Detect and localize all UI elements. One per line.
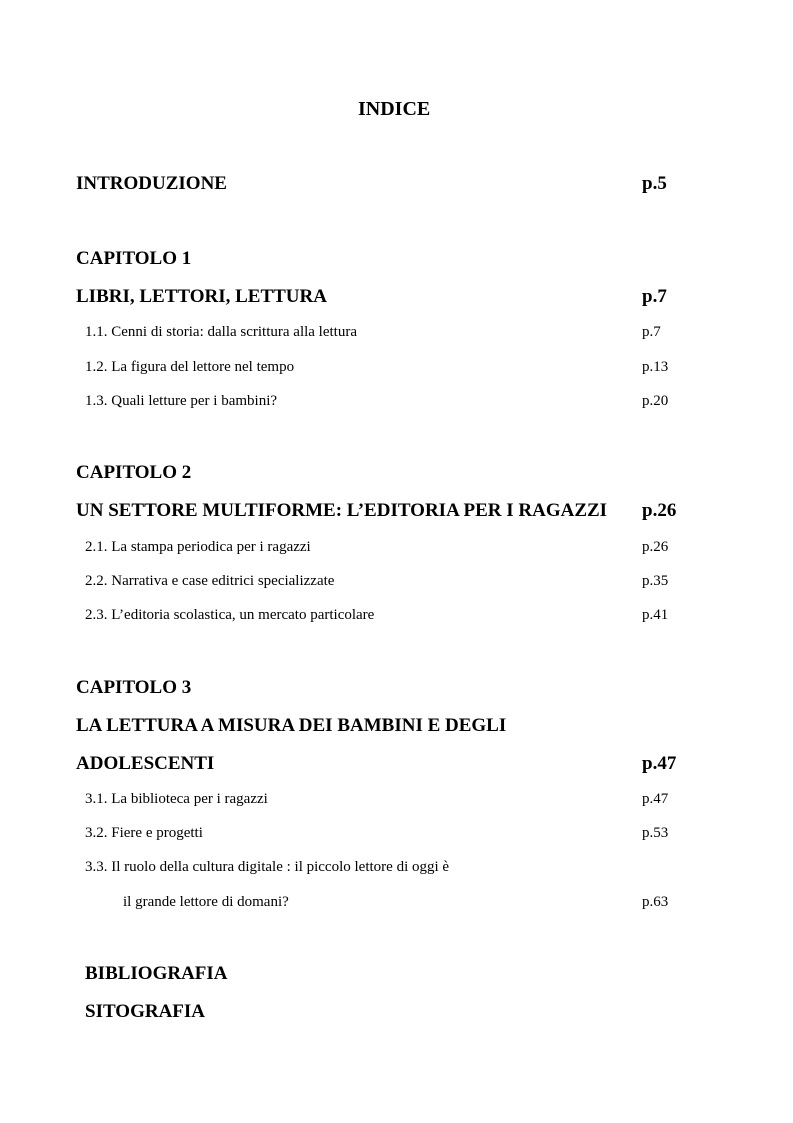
- toc-introduction-label: INTRODUZIONE: [76, 173, 227, 194]
- chapter-1-heading: CAPITOLO 1: [76, 248, 192, 269]
- chapter-3-page: p.47: [642, 753, 677, 774]
- section-2-2-page: p.35: [642, 573, 669, 589]
- chapter-1-title: LIBRI, LETTORI, LETTURA: [76, 286, 327, 307]
- chapter-2-heading: CAPITOLO 2: [76, 462, 192, 483]
- section-3-2-page: p.53: [642, 825, 669, 841]
- section-1-3-label: 1.3. Quali letture per i bambini?: [85, 393, 278, 409]
- chapter-1-page: p.7: [642, 286, 667, 307]
- section-3-2-label: 3.2. Fiere e progetti: [85, 825, 203, 841]
- section-3-1-page: p.47: [642, 791, 669, 807]
- toc-sitografia: SITOGRAFIA: [85, 1001, 206, 1022]
- chapter-2-page: p.26: [642, 500, 677, 521]
- page-title: INDICE: [358, 98, 431, 120]
- section-2-3-label: 2.3. L’editoria scolastica, un mercato particolare: [85, 607, 375, 623]
- chapter-3-heading: CAPITOLO 3: [76, 677, 192, 698]
- section-3-1-label: 3.1. La biblioteca per i ragazzi: [85, 791, 268, 807]
- section-2-2-label: 2.2. Narrativa e case editrici specializzate: [85, 573, 335, 589]
- section-1-1-label: 1.1. Cenni di storia: dalla scrittura alla lettura: [85, 324, 357, 340]
- toc-introduction-page: p.5: [642, 173, 667, 194]
- section-1-3-page: p.20: [642, 393, 669, 409]
- section-1-2-page: p.13: [642, 359, 669, 375]
- chapter-2-title: UN SETTORE MULTIFORME: L’EDITORIA PER I RAGAZZI: [76, 500, 608, 521]
- section-2-3-page: p.41: [642, 607, 669, 623]
- toc-bibliografia: BIBLIOGRAFIA: [85, 963, 228, 984]
- chapter-3-title-line-1: LA LETTURA A MISURA DEI BAMBINI E DEGLI: [76, 715, 507, 736]
- section-1-1-page: p.7: [642, 324, 661, 340]
- section-1-2-label: 1.2. La figura del lettore nel tempo: [85, 359, 295, 375]
- section-3-3-label: 3.3. Il ruolo della cultura digitale : il piccolo lettore di oggi è: [85, 859, 450, 875]
- section-2-1-page: p.26: [642, 539, 669, 555]
- section-3-3-continuation: il grande lettore di domani?: [123, 894, 289, 910]
- section-3-3-page: p.63: [642, 894, 669, 910]
- section-2-1-label: 2.1. La stampa periodica per i ragazzi: [85, 539, 311, 555]
- chapter-3-title-line-2: ADOLESCENTI: [76, 753, 215, 774]
